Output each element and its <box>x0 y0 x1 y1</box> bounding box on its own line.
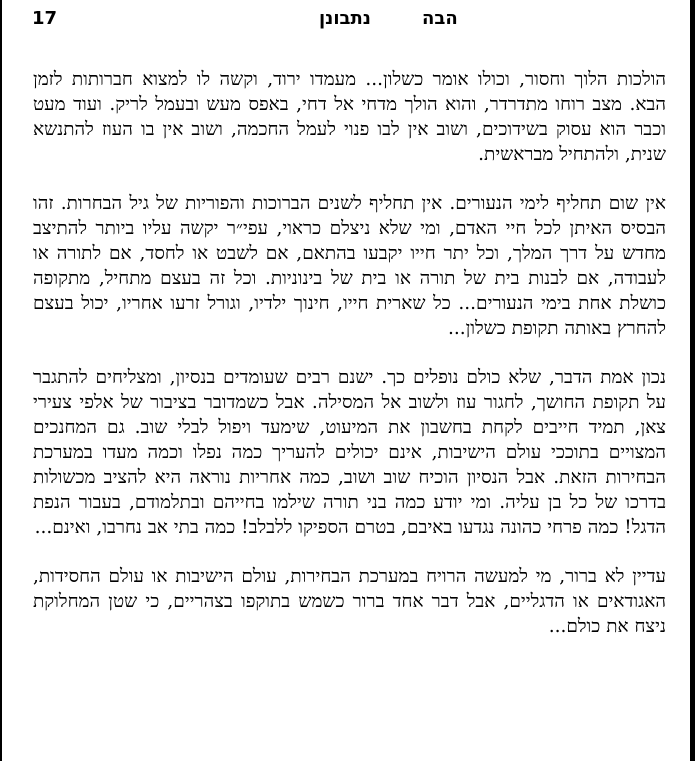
paragraph: הולכות הלוך וחסור, וכולו אומר כשלון... מעמדו ירוד, וקשה לו למצוא חברותות לזמן הבא. מצב רוחו מתדרדר, והוא הולך מדחי אל דחי, באפס מעש ובעמל לריק. ועוד מעט וכבר הוא עסוק בשידוכים, ושוב אין לבו פנוי לעמל החכמה, ושוב אין בו העוז להתנשא שנית, ולהתחיל מבראשית. <box>33 69 666 165</box>
paragraph: עדיין לא ברור, מי למעשה הרויח במערכת הבחירות, עולם הישיבות או עולם החסידות, האגודאים או הדגליים, אבל דבר אחד ברור כשמש בתוקפו בצהריים, כי שטן המחלוקת ניצח את כולם... <box>33 566 666 637</box>
page-number: 17 <box>32 8 58 29</box>
paragraph: אין שום תחליף לימי הנעורים. אין תחליף לשנים הברוכות והפוריות של גיל הבחרות. זהו הבסיס האיתן לכל חיי האדם, ומי שלא ניצלם כראוי, עפי״ר יקשה עליו ביותר להתיצב מחדש על דרך המלך, וכל יתר חייו יקבעו בהתאם, אם לשבט או לחסד, אם לתורה או לעבודה, אם לבנות בית של תורה או בית של בינוניות. וכל זה בעצם מתחיל, מתקופה כושלת אחת בימי הנעורים... כל שארית חייו, חינוך ילדיו, וגורל זרעו אחריו, יכול בעצם להחרץ באותה תקופת כשלון... <box>33 193 666 339</box>
body-text <box>33 67 666 663</box>
running-title-book: נתבונן <box>319 8 371 29</box>
page-header <box>32 8 660 32</box>
running-title-chapter: הבה <box>422 8 458 29</box>
paragraph: נכון אמת הדבר, שלא כולם נופלים כך. ישנם רבים שעומדים בנסיון, ומצליחים להתגבר על תקופת החושך, לחגור עוז ולשוב אל המסילה. אבל כשמדובר בציבור של אלפי צעירי צאן, תמיד חייבים לקחת בחשבון את המיעוט, שימעד ויפול לבלי שוב. גם המחנכים המצויים בתוככי עולם הישיבות, אינם יכולים להעריך כמה נפלו וכמה מעדו במערכת הבחירות הזאת. אבל הנסיון הוכיח שוב ושוב, כמה אחריות נוראה היא להציב מכשולות בדרכו של כל בן עליה. ומי יודע כמה בני תורה שילמו בחייהם ובתלמודם, בעבור הנפת הדגל! כמה פרחי כהונה נגדעו באיבם, בטרם הספיקו ללבלב! כמה בתי אב נחרבו, ואינם... <box>33 367 666 538</box>
